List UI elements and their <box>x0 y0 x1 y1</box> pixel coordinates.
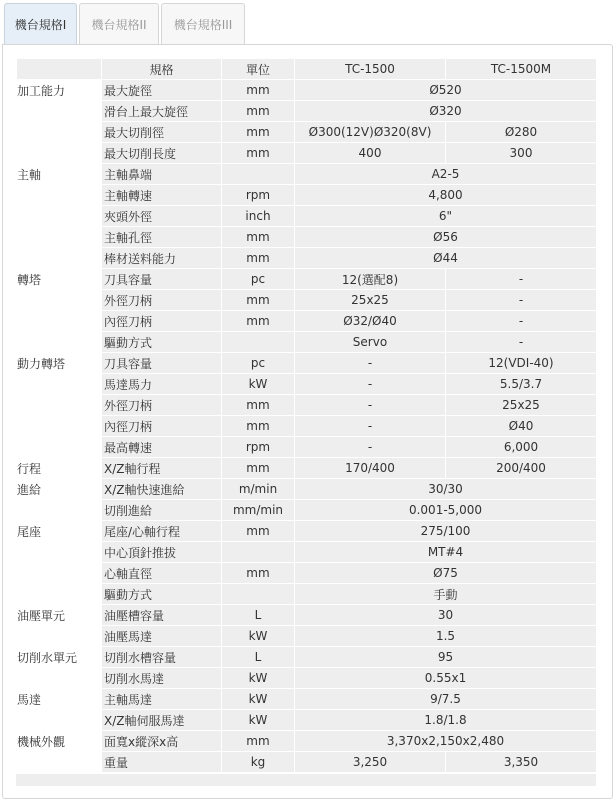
row-category-cell <box>17 290 101 310</box>
row-spec-cell: 夾頭外徑 <box>102 206 221 226</box>
tab-spec-1[interactable] <box>4 3 77 44</box>
row-unit-cell <box>222 332 294 352</box>
row-value-cell: - <box>295 437 445 457</box>
row-unit-cell: L <box>222 605 294 625</box>
row-unit-cell: mm <box>222 395 294 415</box>
row-value-cell: - <box>295 416 445 436</box>
table-row <box>17 710 596 730</box>
row-unit-cell: m/min <box>222 479 294 499</box>
row-category-cell <box>17 626 101 646</box>
table-footer-pad <box>16 774 596 786</box>
row-value-cell: Ø320 <box>295 101 596 121</box>
table-row <box>17 101 596 121</box>
table-row <box>17 563 596 583</box>
tab-spec-3[interactable] <box>161 3 245 44</box>
row-value-cell: Servo <box>295 332 445 352</box>
table-row <box>17 206 596 226</box>
row-category-cell: 進給 <box>17 479 101 499</box>
tab-spec-2[interactable] <box>79 3 159 44</box>
row-value-cell: MT#4 <box>295 542 596 562</box>
row-value-cell: - <box>446 332 596 352</box>
row-category-cell <box>17 584 101 604</box>
row-value-cell: 12(VDI-40) <box>446 353 596 373</box>
row-unit-cell <box>222 542 294 562</box>
row-value-cell: Ø32/Ø40 <box>295 311 445 331</box>
row-spec-cell: 驅動方式 <box>102 584 221 604</box>
row-category-cell: 轉塔 <box>17 269 101 289</box>
row-spec-cell: 油壓槽容量 <box>102 605 221 625</box>
row-spec-cell: 尾座/心軸行程 <box>102 521 221 541</box>
row-value-cell: 9/7.5 <box>295 689 596 709</box>
row-value-cell: 0.001-5,000 <box>295 500 596 520</box>
row-value-cell: 3,370x2,150x2,480 <box>295 731 596 751</box>
table-row <box>17 395 596 415</box>
row-category-cell: 行程 <box>17 458 101 478</box>
header-cell-model-2: TC-1500M <box>446 59 596 79</box>
row-unit-cell: mm <box>222 563 294 583</box>
row-value-cell: 25x25 <box>446 395 596 415</box>
row-value-cell: 3,350 <box>446 752 596 772</box>
row-unit-cell: kg <box>222 752 294 772</box>
table-row <box>17 689 596 709</box>
row-unit-cell: pc <box>222 353 294 373</box>
row-value-cell: 200/400 <box>446 458 596 478</box>
row-unit-cell: L <box>222 647 294 667</box>
row-category-cell <box>17 437 101 457</box>
table-row <box>17 374 596 394</box>
row-unit-cell: kW <box>222 374 294 394</box>
row-category-cell <box>17 248 101 268</box>
row-value-cell: - <box>295 374 445 394</box>
row-value-cell: Ø300(12V)Ø320(8V) <box>295 122 445 142</box>
row-category-cell: 主軸 <box>17 164 101 184</box>
row-value-cell: 0.55x1 <box>295 668 596 688</box>
row-value-cell: 275/100 <box>295 521 596 541</box>
row-category-cell <box>17 752 101 772</box>
row-spec-cell: 最大切削長度 <box>102 143 221 163</box>
tab-label: 機台規格I <box>14 17 67 32</box>
table-row <box>17 437 596 457</box>
row-spec-cell: 重量 <box>102 752 221 772</box>
row-category-cell: 切削水單元 <box>17 647 101 667</box>
row-category-cell <box>17 500 101 520</box>
row-value-cell: A2-5 <box>295 164 596 184</box>
tab-label: 機台規格II <box>91 17 147 32</box>
row-unit-cell: mm <box>222 248 294 268</box>
row-value-cell: 4,800 <box>295 185 596 205</box>
table-row <box>17 542 596 562</box>
row-value-cell: 6" <box>295 206 596 226</box>
row-value-cell: 95 <box>295 647 596 667</box>
table-row <box>17 143 596 163</box>
header-cell-category <box>17 59 101 79</box>
row-spec-cell: 棒材送料能力 <box>102 248 221 268</box>
table-row <box>17 80 596 100</box>
table-header-row <box>17 59 596 79</box>
row-unit-cell: kW <box>222 710 294 730</box>
row-value-cell: 1.8/1.8 <box>295 710 596 730</box>
row-unit-cell: mm <box>222 416 294 436</box>
row-spec-cell: 內徑刀柄 <box>102 311 221 331</box>
table-row <box>17 626 596 646</box>
table-row <box>17 248 596 268</box>
row-value-cell: Ø40 <box>446 416 596 436</box>
table-row <box>17 122 596 142</box>
row-unit-cell: mm <box>222 143 294 163</box>
row-category-cell <box>17 668 101 688</box>
row-category-cell: 油壓單元 <box>17 605 101 625</box>
table-row <box>17 269 596 289</box>
row-value-cell: 300 <box>446 143 596 163</box>
row-spec-cell: 刀具容量 <box>102 353 221 373</box>
row-category-cell <box>17 101 101 121</box>
row-spec-cell: 切削進給 <box>102 500 221 520</box>
table-row <box>17 458 596 478</box>
row-unit-cell: rpm <box>222 437 294 457</box>
row-value-cell: 400 <box>295 143 445 163</box>
row-category-cell <box>17 185 101 205</box>
row-value-cell: 30/30 <box>295 479 596 499</box>
row-spec-cell: 內徑刀柄 <box>102 416 221 436</box>
row-category-cell <box>17 206 101 226</box>
row-category-cell <box>17 332 101 352</box>
table-row <box>17 647 596 667</box>
table-row <box>17 668 596 688</box>
table-row <box>17 353 596 373</box>
header-cell-spec: 規格 <box>102 59 221 79</box>
table-row <box>17 584 596 604</box>
row-value-cell: - <box>446 311 596 331</box>
row-category-cell: 馬達 <box>17 689 101 709</box>
row-value-cell: 25x25 <box>295 290 445 310</box>
table-row <box>17 332 596 352</box>
tab-bar <box>0 0 616 47</box>
row-category-cell: 機械外觀 <box>17 731 101 751</box>
row-spec-cell: X/Z軸行程 <box>102 458 221 478</box>
row-spec-cell: 主軸鼻端 <box>102 164 221 184</box>
row-value-cell: 手動 <box>295 584 596 604</box>
row-unit-cell: mm <box>222 731 294 751</box>
row-value-cell: - <box>446 290 596 310</box>
row-spec-cell: X/Z軸快速進給 <box>102 479 221 499</box>
row-unit-cell: mm/min <box>222 500 294 520</box>
row-unit-cell: mm <box>222 458 294 478</box>
row-category-cell <box>17 416 101 436</box>
row-spec-cell: X/Z軸伺服馬達 <box>102 710 221 730</box>
row-unit-cell <box>222 584 294 604</box>
row-value-cell: - <box>446 269 596 289</box>
row-unit-cell: mm <box>222 101 294 121</box>
row-value-cell: Ø280 <box>446 122 596 142</box>
row-value-cell: 3,250 <box>295 752 445 772</box>
table-row <box>17 605 596 625</box>
row-spec-cell: 最大旋徑 <box>102 80 221 100</box>
row-category-cell <box>17 710 101 730</box>
row-value-cell: Ø44 <box>295 248 596 268</box>
row-spec-cell: 最高轉速 <box>102 437 221 457</box>
tab-label: 機台規格III <box>173 17 233 32</box>
header-cell-unit: 單位 <box>222 59 294 79</box>
row-spec-cell: 心軸直徑 <box>102 563 221 583</box>
row-value-cell: - <box>295 395 445 415</box>
row-category-cell: 動力轉塔 <box>17 353 101 373</box>
table-row <box>17 500 596 520</box>
row-spec-cell: 油壓馬達 <box>102 626 221 646</box>
row-spec-cell: 刀具容量 <box>102 269 221 289</box>
row-category-cell: 加工能力 <box>17 80 101 100</box>
table-row <box>17 521 596 541</box>
row-spec-cell: 切削水馬達 <box>102 668 221 688</box>
row-category-cell <box>17 374 101 394</box>
row-spec-cell: 主軸孔徑 <box>102 227 221 247</box>
row-value-cell: Ø520 <box>295 80 596 100</box>
row-category-cell <box>17 563 101 583</box>
row-category-cell <box>17 122 101 142</box>
row-spec-cell: 外徑刀柄 <box>102 290 221 310</box>
row-unit-cell: mm <box>222 122 294 142</box>
row-value-cell: 6,000 <box>446 437 596 457</box>
table-row <box>17 479 596 499</box>
row-category-cell <box>17 311 101 331</box>
row-spec-cell: 主軸轉速 <box>102 185 221 205</box>
table-row <box>17 164 596 184</box>
row-value-cell: - <box>295 353 445 373</box>
row-value-cell: 5.5/3.7 <box>446 374 596 394</box>
row-value-cell: 1.5 <box>295 626 596 646</box>
table-row <box>17 290 596 310</box>
row-spec-cell: 主軸馬達 <box>102 689 221 709</box>
header-cell-model-1: TC-1500 <box>295 59 445 79</box>
row-spec-cell: 中心頂針推拔 <box>102 542 221 562</box>
row-unit-cell: mm <box>222 521 294 541</box>
row-unit-cell: mm <box>222 290 294 310</box>
row-unit-cell: rpm <box>222 185 294 205</box>
row-value-cell: 30 <box>295 605 596 625</box>
row-spec-cell: 面寬x縱深x高 <box>102 731 221 751</box>
row-value-cell: Ø56 <box>295 227 596 247</box>
row-unit-cell: pc <box>222 269 294 289</box>
spec-table <box>16 58 597 773</box>
row-value-cell: 170/400 <box>295 458 445 478</box>
table-row <box>17 731 596 751</box>
row-value-cell: Ø75 <box>295 563 596 583</box>
table-row <box>17 227 596 247</box>
row-spec-cell: 最大切削徑 <box>102 122 221 142</box>
row-spec-cell: 滑台上最大旋徑 <box>102 101 221 121</box>
table-row <box>17 311 596 331</box>
table-row <box>17 185 596 205</box>
table-row <box>17 752 596 772</box>
row-spec-cell: 外徑刀柄 <box>102 395 221 415</box>
row-value-cell: 12(選配8) <box>295 269 445 289</box>
row-spec-cell: 驅動方式 <box>102 332 221 352</box>
row-unit-cell: kW <box>222 668 294 688</box>
row-category-cell <box>17 227 101 247</box>
row-unit-cell: inch <box>222 206 294 226</box>
row-unit-cell <box>222 164 294 184</box>
row-unit-cell: kW <box>222 689 294 709</box>
row-unit-cell: mm <box>222 80 294 100</box>
row-spec-cell: 切削水槽容量 <box>102 647 221 667</box>
row-spec-cell: 馬達馬力 <box>102 374 221 394</box>
row-unit-cell: kW <box>222 626 294 646</box>
row-category-cell <box>17 143 101 163</box>
row-category-cell: 尾座 <box>17 521 101 541</box>
row-unit-cell: mm <box>222 227 294 247</box>
table-row <box>17 416 596 436</box>
row-unit-cell: mm <box>222 311 294 331</box>
row-category-cell <box>17 542 101 562</box>
row-category-cell <box>17 395 101 415</box>
table-body <box>17 80 596 772</box>
